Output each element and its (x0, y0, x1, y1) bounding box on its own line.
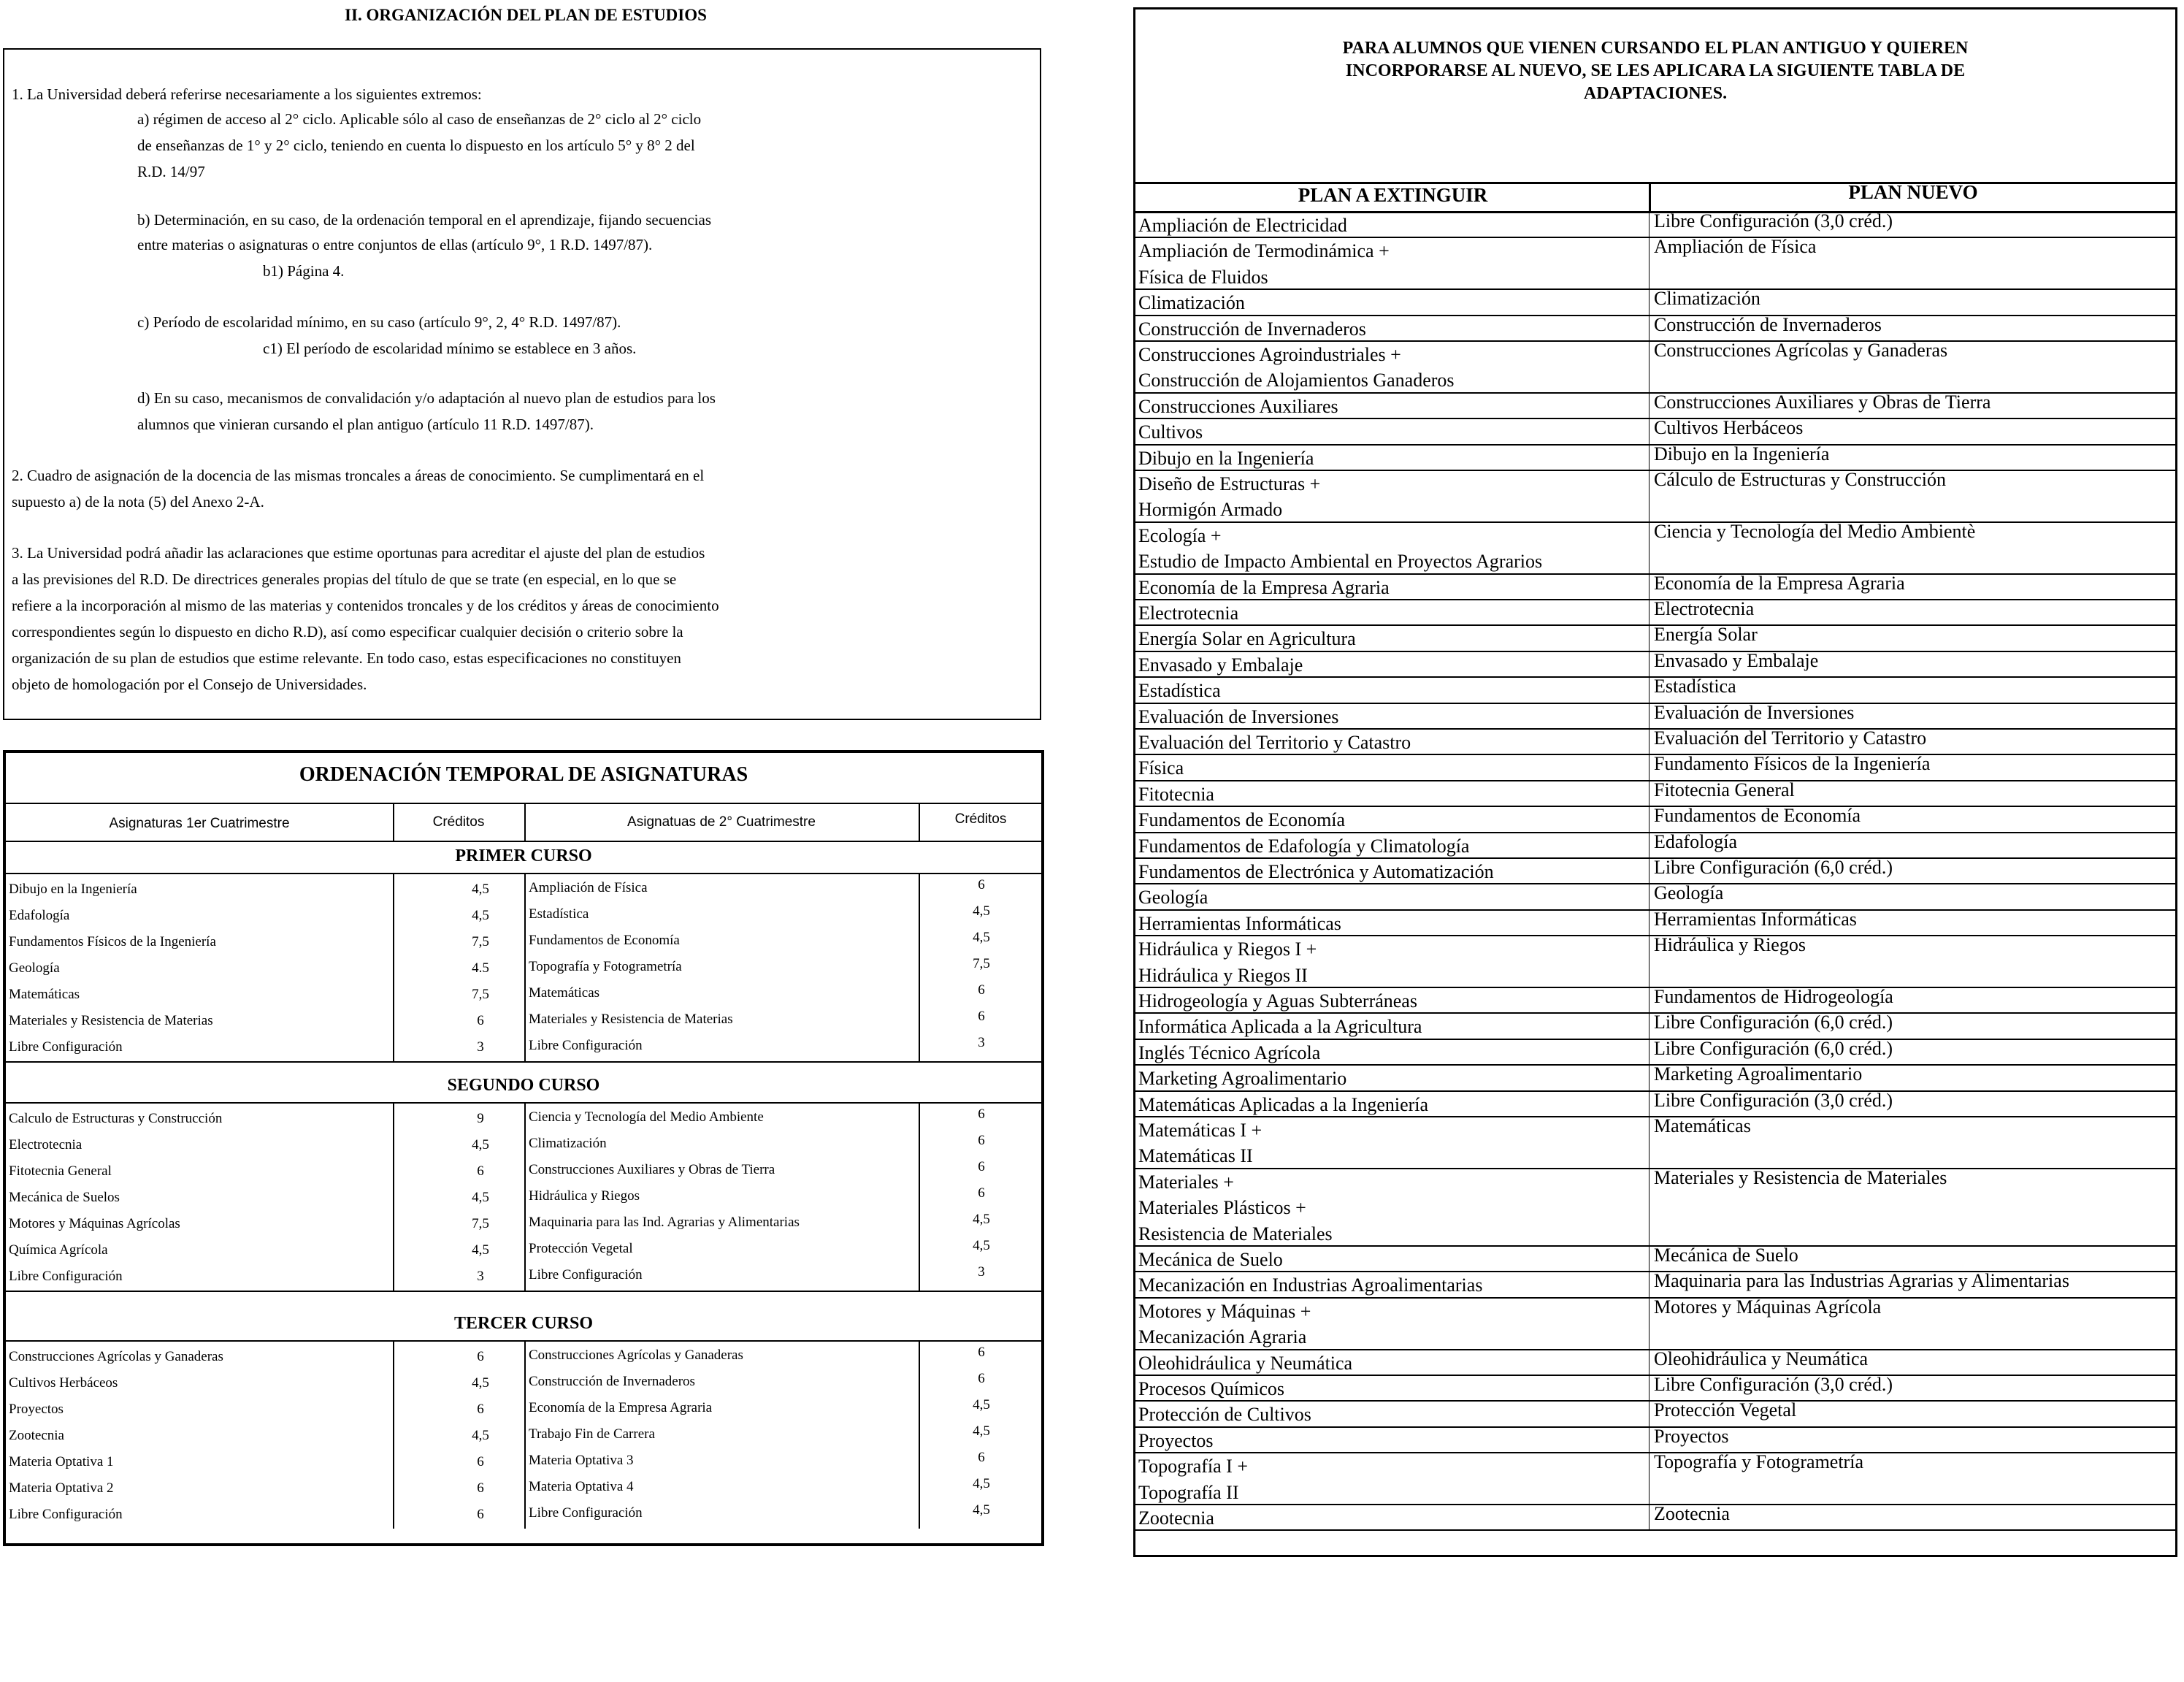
plan-extinguir-cell: Topografía II (1138, 1481, 1239, 1503)
subject-second-term: Hidráulica y Riegos (529, 1188, 640, 1204)
adaptation-heading-line: ADAPTACIONES. (1583, 84, 1728, 103)
subject-first-term: Edafología (9, 908, 70, 923)
credits-second-term: 4,5 (973, 1502, 990, 1518)
subject-first-term: Cultivos Herbáceos (9, 1375, 118, 1391)
org-line: d) En su caso, mecanismos de convalidación y/o adaptación al nuevo plan de estudios para los (137, 389, 716, 407)
credits-first-term: 6 (477, 1163, 484, 1179)
col-divider (919, 803, 920, 841)
credits-second-term: 6 (978, 982, 985, 998)
plan-nuevo-cell: Cultivos Herbáceos (1654, 417, 1804, 439)
subject-first-term: Libre Configuración (9, 1039, 123, 1055)
plan-nuevo-cell: Libre Configuración (6,0 créd.) (1654, 1012, 1893, 1033)
subject-second-term: Topografía y Fotogrametría (529, 959, 682, 974)
plan-extinguir-cell: Economía de la Empresa Agraria (1138, 576, 1390, 598)
adaptation-heading (1135, 37, 2175, 105)
col-divider (393, 1340, 394, 1529)
plan-nuevo-cell: Fundamentos de Hidrogeología (1654, 986, 1893, 1007)
plan-extinguir-cell: Envasado y Embalaje (1138, 654, 1303, 676)
subject-first-term: Zootecnia (9, 1428, 64, 1443)
column-plan-extinguir: PLAN A EXTINGUIR (1298, 184, 1488, 206)
plan-extinguir-cell: Inglés Técnico Agrícola (1138, 1041, 1321, 1063)
subject-second-term: Materiales y Resistencia de Materias (529, 1012, 733, 1027)
subject-first-term: Libre Configuración (9, 1269, 123, 1284)
plan-extinguir-cell: Hidrogeología y Aguas Subterráneas (1138, 990, 1417, 1012)
subject-second-term: Construcción de Invernaderos (529, 1374, 695, 1389)
plan-extinguir-cell: Electrotecnia (1138, 603, 1239, 624)
header-first-term: Asignaturas 1er Cuatrimestre (109, 816, 290, 831)
plan-extinguir-cell: Ecología + (1138, 524, 1222, 546)
subject-first-term: Calculo de Estructuras y Construcción (9, 1111, 223, 1126)
organization-title: II. ORGANIZACIÓN DEL PLAN DE ESTUDIOS (345, 6, 707, 24)
plan-extinguir-cell: Ampliación de Electricidad (1138, 215, 1347, 236)
subject-second-term: Fundamentos de Economía (529, 933, 680, 948)
subject-second-term: Matemáticas (529, 985, 600, 1001)
col-divider (524, 1102, 526, 1291)
credits-second-term: 6 (978, 1009, 985, 1024)
plan-nuevo-cell: Matemáticas (1654, 1115, 1751, 1136)
credits-first-term: 4.5 (472, 960, 489, 976)
organization-box (3, 48, 1041, 720)
credits-second-term: 3 (978, 1035, 985, 1050)
credits-second-term: 6 (978, 1450, 985, 1465)
org-line: 1. La Universidad deberá referirse necesariamente a los siguientes extremos: (12, 85, 482, 103)
plan-nuevo-cell: Libre Configuración (6,0 créd.) (1654, 857, 1893, 878)
subject-first-term: Fundamentos Físicos de la Ingeniería (9, 934, 216, 949)
subject-second-term: Libre Configuración (529, 1038, 643, 1053)
plan-extinguir-cell: Construcciones Agroindustriales + (1138, 344, 1401, 365)
plan-extinguir-cell: Física de Fluidos (1138, 266, 1268, 288)
subject-first-term: Materia Optativa 1 (9, 1454, 114, 1469)
plan-nuevo-cell: Construcciones Agrícolas y Ganaderas (1654, 340, 1948, 361)
subject-second-term: Ampliación de Física (529, 880, 648, 895)
credits-second-term: 6 (978, 1185, 985, 1201)
credits-second-term: 3 (978, 1264, 985, 1280)
credits-first-term: 4,5 (472, 882, 489, 897)
credits-second-term: 4,5 (973, 1397, 990, 1413)
plan-nuevo-cell: Economía de la Empresa Agraria (1654, 572, 1905, 594)
plan-nuevo-cell: Evaluación del Territorio y Catastro (1654, 727, 1927, 749)
plan-extinguir-cell: Herramientas Informáticas (1138, 912, 1341, 934)
org-line: organización de su plan de estudios que estime relevante. En todo caso, estas especificaciones no constituyen (12, 649, 681, 667)
plan-nuevo-cell: Topografía y Fotogrametría (1654, 1451, 1863, 1473)
subject-first-term: Geología (9, 960, 60, 976)
subject-first-term: Libre Configuración (9, 1507, 123, 1522)
plan-extinguir-cell: Marketing Agroalimentario (1138, 1068, 1347, 1090)
subject-second-term: Maquinaria para las Ind. Agrarias y Alimentarias (529, 1215, 800, 1230)
subject-first-term: Electrotecnia (9, 1137, 83, 1152)
column-plan-nuevo: PLAN NUEVO (1848, 181, 1978, 203)
col-divider (393, 873, 394, 1061)
plan-nuevo-cell: Libre Configuración (3,0 créd.) (1654, 1374, 1893, 1395)
plan-extinguir-cell: Topografía I + (1138, 1456, 1249, 1478)
plan-extinguir-cell: Informática Aplicada a la Agricultura (1138, 1016, 1422, 1038)
credits-second-term: 4,5 (973, 1212, 990, 1227)
subject-second-term: Ciencia y Tecnología del Medio Ambiente (529, 1109, 764, 1125)
col-divider (919, 1340, 920, 1529)
col-divider (524, 803, 526, 841)
plan-nuevo-cell: Fundamentos de Economía (1654, 805, 1861, 827)
plan-extinguir-cell: Fundamentos de Electrónica y Automatización (1138, 861, 1494, 882)
credits-first-term: 4,5 (472, 1242, 489, 1258)
course-title: PRIMER CURSO (455, 846, 592, 865)
org-line: b) Determinación, en su caso, de la ordenación temporal en el aprendizaje, fijando secuencias (137, 211, 711, 229)
org-line: a) régimen de acceso al 2° ciclo. Aplicable sólo al caso de enseñanzas de 2° ciclo al 2° ciclo (137, 110, 702, 128)
subject-first-term: Motores y Máquinas Agrícolas (9, 1216, 180, 1231)
course-title: SEGUNDO CURSO (447, 1076, 600, 1095)
subject-second-term: Estadística (529, 906, 589, 922)
credits-first-term: 7,5 (472, 1216, 489, 1231)
plan-extinguir-cell: Evaluación del Territorio y Catastro (1138, 732, 1411, 753)
plan-nuevo-cell: Evaluación de Inversiones (1654, 701, 1855, 723)
org-line: refiere a la incorporación al mismo de las materias y contenidos troncales y de los créditos y áreas de conocimiento (12, 597, 719, 614)
plan-nuevo-cell: Proyectos (1654, 1425, 1729, 1447)
plan-extinguir-cell: Evaluación de Inversiones (1138, 706, 1339, 727)
subject-second-term: Construcciones Agrícolas y Ganaderas (529, 1347, 743, 1363)
subject-second-term: Protección Vegetal (529, 1241, 633, 1256)
credits-first-term: 4,5 (472, 1428, 489, 1443)
plan-nuevo-cell: Energía Solar (1654, 624, 1758, 646)
plan-extinguir-cell: Fitotecnia (1138, 783, 1214, 805)
org-line: objeto de homologación por el Consejo de Universidades. (12, 676, 367, 693)
credits-second-term: 7,5 (973, 956, 990, 971)
plan-nuevo-cell: Materiales y Resistencia de Materiales (1654, 1166, 1947, 1188)
org-line: alumnos que vinieran cursando el plan antiguo (artículo 11 R.D. 1497/87). (137, 416, 594, 433)
org-line: 3. La Universidad podrá añadir las aclaraciones que estime oportunas para acreditar el ajuste del plan de estudios (12, 544, 705, 562)
plan-extinguir-cell: Fundamentos de Economía (1138, 809, 1346, 831)
plan-nuevo-cell: Libre Configuración (6,0 créd.) (1654, 1037, 1893, 1059)
rule (6, 1340, 1041, 1342)
subject-second-term: Libre Configuración (529, 1267, 643, 1282)
plan-nuevo-cell: Estadística (1654, 676, 1736, 697)
org-line: b1) Página 4. (263, 262, 345, 280)
plan-nuevo-cell: Geología (1654, 882, 1724, 904)
plan-extinguir-cell: Protección de Cultivos (1138, 1404, 1311, 1426)
credits-second-term: 6 (978, 1371, 985, 1386)
plan-nuevo-cell: Dibujo en la Ingeniería (1654, 443, 1830, 465)
credits-first-term: 4,5 (472, 1375, 489, 1391)
subject-second-term: Construcciones Auxiliares y Obras de Tierra (529, 1162, 775, 1177)
plan-extinguir-cell: Construcción de Alojamientos Ganaderos (1138, 370, 1455, 391)
credits-first-term: 6 (477, 1454, 484, 1469)
credits-second-term: 4,5 (973, 903, 990, 919)
plan-extinguir-cell: Zootecnia (1138, 1507, 1214, 1529)
adaptation-table (1133, 7, 2177, 1557)
rule (6, 1102, 1041, 1104)
plan-nuevo-cell: Fundamento Físicos de la Ingeniería (1654, 753, 1931, 775)
adaptation-heading-line: PARA ALUMNOS QUE VIENEN CURSANDO EL PLAN ANTIGUO Y QUIEREN (1342, 39, 1969, 58)
plan-extinguir-cell: Hidráulica y Riegos II (1138, 964, 1308, 986)
plan-nuevo-cell: Hidráulica y Riegos (1654, 934, 1806, 956)
ordenacion-table (3, 750, 1044, 1546)
subject-first-term: Materiales y Resistencia de Materias (9, 1013, 213, 1028)
plan-nuevo-cell: Marketing Agroalimentario (1654, 1063, 1863, 1085)
subject-second-term: Climatización (529, 1136, 607, 1151)
plan-nuevo-cell: Herramientas Informáticas (1654, 908, 1857, 930)
ordenacion-title: ORDENACIÓN TEMPORAL DE ASIGNATURAS (299, 763, 748, 786)
plan-extinguir-cell: Estudio de Impacto Ambiental en Proyectos Agrarios (1138, 551, 1543, 573)
subject-second-term: Libre Configuración (529, 1505, 643, 1521)
col-divider (524, 873, 526, 1061)
plan-extinguir-cell: Mecanización Agraria (1138, 1326, 1307, 1348)
header-second-term: Asignatuas de 2° Cuatrimestre (627, 814, 816, 830)
credits-second-term: 6 (978, 877, 985, 892)
plan-nuevo-cell: Climatización (1654, 288, 1760, 310)
plan-nuevo-cell: Libre Configuración (3,0 créd.) (1654, 1089, 1893, 1111)
credits-second-term: 4,5 (973, 1476, 990, 1491)
credits-first-term: 6 (477, 1402, 484, 1417)
credits-first-term: 6 (477, 1507, 484, 1522)
header-credits-1: Créditos (432, 814, 485, 830)
subject-second-term: Economía de la Empresa Agraria (529, 1400, 713, 1415)
credits-second-term: 6 (978, 1133, 985, 1148)
plan-extinguir-cell: Matemáticas II (1138, 1145, 1253, 1167)
plan-nuevo-cell: Fitotecnia General (1654, 779, 1795, 800)
org-line: supuesto a) de la nota (5) del Anexo 2-A. (12, 493, 264, 511)
plan-extinguir-cell: Proyectos (1138, 1429, 1214, 1451)
credits-first-term: 4,5 (472, 908, 489, 923)
plan-nuevo-cell: Maquinaria para las Industrias Agrarias y Alimentarias (1654, 1270, 2069, 1292)
credits-second-term: 4,5 (973, 1238, 990, 1253)
col-divider (919, 873, 920, 1061)
plan-nuevo-cell: Protección Vegetal (1654, 1399, 1797, 1421)
credits-first-term: 4,5 (472, 1190, 489, 1205)
subject-second-term: Materia Optativa 3 (529, 1453, 634, 1468)
plan-extinguir-cell: Procesos Químicos (1138, 1378, 1285, 1399)
plan-extinguir-cell: Ampliación de Termodinámica + (1138, 240, 1390, 262)
rule (6, 803, 1041, 804)
credits-first-term: 3 (477, 1269, 484, 1284)
rule (6, 1061, 1041, 1063)
plan-nuevo-cell: Envasado y Embalaje (1654, 649, 1819, 671)
rule (6, 841, 1041, 842)
plan-extinguir-cell: Mecánica de Suelo (1138, 1249, 1283, 1270)
plan-nuevo-cell: Ampliación de Física (1654, 236, 1817, 258)
credits-first-term: 3 (477, 1039, 484, 1055)
rule (6, 873, 1041, 874)
org-line: entre materias o asignaturas o entre conjuntos de ellas (artículo 9°, 1 R.D. 1497/87). (137, 236, 653, 253)
credits-second-term: 4,5 (973, 930, 990, 945)
col-divider (393, 1102, 394, 1291)
credits-first-term: 7,5 (472, 934, 489, 949)
credits-second-term: 6 (978, 1106, 985, 1122)
col-divider (1649, 182, 1651, 211)
plan-extinguir-cell: Climatización (1138, 292, 1245, 314)
subject-first-term: Construcciones Agrícolas y Ganaderas (9, 1349, 223, 1364)
plan-nuevo-cell: Oleohidráulica y Neumática (1654, 1347, 1869, 1369)
credits-second-term: 4,5 (973, 1423, 990, 1439)
subject-second-term: Materia Optativa 4 (529, 1479, 634, 1494)
org-line: c1) El período de escolaridad mínimo se establece en 3 años. (263, 340, 637, 357)
plan-extinguir-cell: Construcciones Auxiliares (1138, 395, 1338, 417)
plan-nuevo-cell: Mecánica de Suelo (1654, 1245, 1798, 1266)
plan-nuevo-cell: Motores y Máquinas Agrícola (1654, 1296, 1882, 1318)
credits-first-term: 7,5 (472, 987, 489, 1002)
plan-nuevo-cell: Electrotecnia (1654, 598, 1755, 619)
plan-nuevo-cell: Construcción de Invernaderos (1654, 313, 1882, 335)
col-divider (919, 1102, 920, 1291)
adaptation-heading-line: INCORPORARSE AL NUEVO, SE LES APLICARA LA SIGUIENTE TABLA DE (1345, 61, 1966, 80)
plan-extinguir-cell: Diseño de Estructuras + (1138, 473, 1321, 494)
credits-second-term: 6 (978, 1159, 985, 1174)
credits-first-term: 6 (477, 1349, 484, 1364)
plan-extinguir-cell: Matemáticas Aplicadas a la Ingeniería (1138, 1093, 1429, 1115)
col-divider (1649, 211, 1650, 1529)
plan-extinguir-cell: Dibujo en la Ingeniería (1138, 447, 1314, 469)
subject-first-term: Mecánica de Suelos (9, 1190, 120, 1205)
plan-extinguir-cell: Mecanización en Industrias Agroalimentarias (1138, 1274, 1483, 1296)
rule (1135, 1529, 2175, 1531)
credits-first-term: 9 (477, 1111, 484, 1126)
subject-first-term: Proyectos (9, 1402, 64, 1417)
plan-extinguir-cell: Cultivos (1138, 421, 1203, 443)
subject-first-term: Química Agrícola (9, 1242, 108, 1258)
subject-first-term: Materia Optativa 2 (9, 1480, 114, 1496)
subject-second-term: Trabajo Fin de Carrera (529, 1426, 655, 1442)
header-credits-2: Créditos (954, 811, 1007, 827)
plan-extinguir-cell: Motores y Máquinas + (1138, 1300, 1311, 1322)
subject-first-term: Fitotecnia General (9, 1163, 112, 1179)
plan-extinguir-cell: Hormigón Armado (1138, 499, 1283, 521)
plan-nuevo-cell: Libre Configuración (3,0 créd.) (1654, 210, 1893, 232)
col-divider (524, 1340, 526, 1529)
org-line: de enseñanzas de 1° y 2° ciclo, teniendo en cuenta lo dispuesto en los artículo 5° y 8° 2 del (137, 137, 695, 154)
plan-nuevo-cell: Construcciones Auxiliares y Obras de Tierra (1654, 391, 1991, 413)
plan-nuevo-cell: Ciencia y Tecnología del Medio Ambientè (1654, 520, 1976, 542)
plan-extinguir-cell: Materiales + (1138, 1171, 1234, 1193)
org-line: c) Período de escolaridad mínimo, en su caso (artículo 9°, 2, 4° R.D. 1497/87). (137, 313, 621, 331)
plan-extinguir-cell: Materiales Plásticos + (1138, 1197, 1306, 1219)
plan-nuevo-cell: Edafología (1654, 830, 1738, 852)
plan-nuevo-cell: Cálculo de Estructuras y Construcción (1654, 469, 1947, 490)
org-line: correspondientes según lo dispuesto en dicho R.D), así como especificar cualquier decisión o criterio sobre la (12, 623, 683, 641)
subject-first-term: Dibujo en la Ingeniería (9, 882, 137, 897)
credits-first-term: 6 (477, 1480, 484, 1496)
plan-extinguir-cell: Matemáticas I + (1138, 1120, 1262, 1141)
credits-first-term: 4,5 (472, 1137, 489, 1152)
col-divider (393, 803, 394, 841)
org-line: R.D. 14/97 (137, 163, 205, 180)
plan-extinguir-cell: Geología (1138, 887, 1208, 909)
plan-extinguir-cell: Energía Solar en Agricultura (1138, 628, 1356, 650)
credits-first-term: 6 (477, 1013, 484, 1028)
org-line: a las previsiones del R.D. De directrices generales propias del título de que se trate (en especial, en lo que se (12, 570, 677, 588)
subject-first-term: Matemáticas (9, 987, 80, 1002)
plan-extinguir-cell: Fundamentos de Edafología y Climatología (1138, 835, 1470, 857)
plan-nuevo-cell: Zootecnia (1654, 1503, 1730, 1524)
course-title: TERCER CURSO (453, 1314, 594, 1333)
plan-extinguir-cell: Física (1138, 757, 1184, 779)
plan-extinguir-cell: Estadística (1138, 680, 1221, 702)
org-line: 2. Cuadro de asignación de la docencia de las mismas troncales a áreas de conocimiento. Se cumplimentará en el (12, 467, 705, 484)
plan-extinguir-cell: Oleohidráulica y Neumática (1138, 1352, 1353, 1374)
plan-extinguir-cell: Hidráulica y Riegos I + (1138, 939, 1317, 960)
plan-extinguir-cell: Resistencia de Materiales (1138, 1223, 1333, 1245)
plan-extinguir-cell: Construcción de Invernaderos (1138, 318, 1366, 340)
credits-second-term: 6 (978, 1345, 985, 1360)
rule (6, 1291, 1041, 1292)
